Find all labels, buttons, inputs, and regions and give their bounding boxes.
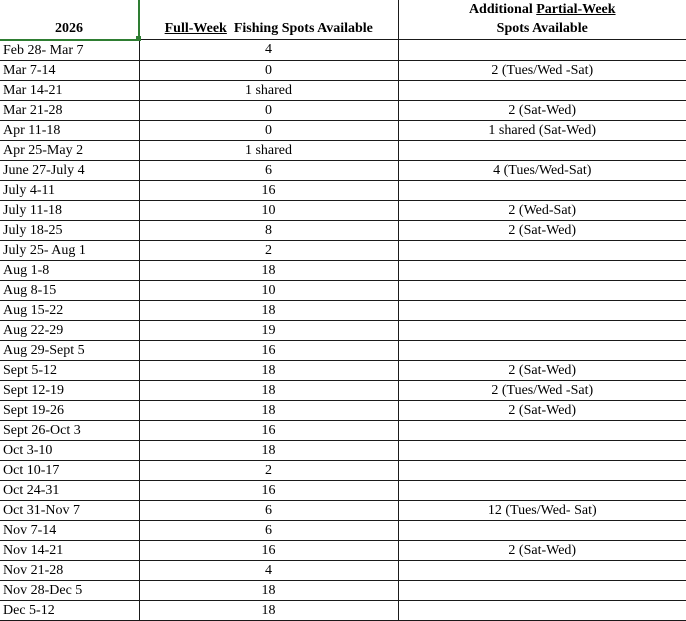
table-row	[0, 60, 686, 80]
date-cell[interactable]: Mar 7-14	[0, 60, 139, 80]
full-week-cell[interactable]: 16	[139, 420, 398, 440]
header-partial-pre: Additional	[469, 2, 536, 17]
partial-week-cell[interactable]	[398, 260, 686, 280]
partial-week-cell[interactable]: 2 (Sat-Wed)	[398, 220, 686, 240]
date-cell[interactable]: July 4-11	[0, 180, 139, 200]
table-row	[0, 260, 686, 280]
date-cell[interactable]: Feb 28- Mar 7	[0, 40, 139, 61]
date-cell[interactable]: Aug 8-15	[0, 280, 139, 300]
date-cell[interactable]: Apr 25-May 2	[0, 140, 139, 160]
full-week-cell[interactable]: 10	[139, 280, 398, 300]
header-year: 2026	[55, 21, 83, 36]
full-week-cell[interactable]: 18	[139, 360, 398, 380]
partial-week-cell[interactable]	[398, 40, 686, 61]
table-row	[0, 320, 686, 340]
full-week-cell[interactable]: 18	[139, 380, 398, 400]
full-week-cell[interactable]: 18	[139, 600, 398, 620]
partial-week-cell[interactable]	[398, 520, 686, 540]
table-row	[0, 80, 686, 100]
table-row	[0, 40, 686, 61]
full-week-cell[interactable]: 4	[139, 40, 398, 61]
full-week-cell[interactable]: 1 shared	[139, 80, 398, 100]
partial-week-cell[interactable]: 2 (Sat-Wed)	[398, 400, 686, 420]
partial-week-cell[interactable]: 2 (Sat-Wed)	[398, 100, 686, 120]
full-week-cell[interactable]: 16	[139, 180, 398, 200]
full-week-cell[interactable]: 18	[139, 580, 398, 600]
table-row	[0, 160, 686, 180]
table-row	[0, 100, 686, 120]
partial-week-cell[interactable]	[398, 320, 686, 340]
header-row	[0, 0, 686, 40]
date-cell[interactable]: July 18-25	[0, 220, 139, 240]
table-body	[0, 40, 686, 621]
date-cell[interactable]: Nov 14-21	[0, 540, 139, 560]
date-cell[interactable]: Sept 5-12	[0, 360, 139, 380]
partial-week-cell[interactable]	[398, 340, 686, 360]
header-year-cell[interactable]	[0, 0, 139, 40]
full-week-cell[interactable]: 6	[139, 160, 398, 180]
table-row	[0, 580, 686, 600]
date-cell[interactable]: Oct 3-10	[0, 440, 139, 460]
date-cell[interactable]: Oct 31-Nov 7	[0, 500, 139, 520]
table-row	[0, 280, 686, 300]
full-week-cell[interactable]: 10	[139, 200, 398, 220]
selection-fill-handle[interactable]	[136, 36, 141, 41]
full-week-cell[interactable]: 2	[139, 460, 398, 480]
header-full-week-cell[interactable]	[139, 0, 398, 40]
partial-week-cell[interactable]	[398, 440, 686, 460]
table-row	[0, 180, 686, 200]
table-row	[0, 560, 686, 580]
table-row	[0, 140, 686, 160]
partial-week-cell[interactable]	[398, 300, 686, 320]
header-full-week-rest: Fishing Spots Available	[234, 21, 373, 36]
table-row	[0, 520, 686, 540]
partial-week-cell[interactable]: 1 shared (Sat-Wed)	[398, 120, 686, 140]
partial-week-cell[interactable]: 2 (Tues/Wed -Sat)	[398, 60, 686, 80]
partial-week-cell[interactable]	[398, 480, 686, 500]
date-cell[interactable]: Aug 29-Sept 5	[0, 340, 139, 360]
header-partial-line2: Spots Available	[399, 19, 686, 38]
date-cell[interactable]: July 11-18	[0, 200, 139, 220]
table-row	[0, 120, 686, 140]
full-week-cell[interactable]: 18	[139, 400, 398, 420]
full-week-cell[interactable]: 2	[139, 240, 398, 260]
partial-week-cell[interactable]: 2 (Sat-Wed)	[398, 360, 686, 380]
date-cell[interactable]: Oct 24-31	[0, 480, 139, 500]
partial-week-cell[interactable]	[398, 600, 686, 620]
date-cell[interactable]: Mar 21-28	[0, 100, 139, 120]
table-row	[0, 400, 686, 420]
full-week-cell[interactable]: 0	[139, 60, 398, 80]
date-cell[interactable]: Aug 22-29	[0, 320, 139, 340]
partial-week-cell[interactable]	[398, 280, 686, 300]
partial-week-cell[interactable]	[398, 460, 686, 480]
full-week-cell[interactable]: 16	[139, 480, 398, 500]
date-cell[interactable]: Aug 1-8	[0, 260, 139, 280]
date-cell[interactable]: Sept 19-26	[0, 400, 139, 420]
full-week-cell[interactable]: 8	[139, 220, 398, 240]
full-week-cell[interactable]: 0	[139, 120, 398, 140]
date-cell[interactable]: Oct 10-17	[0, 460, 139, 480]
table-row	[0, 380, 686, 400]
partial-week-cell[interactable]: 2 (Sat-Wed)	[398, 540, 686, 560]
table-row	[0, 600, 686, 620]
partial-week-cell[interactable]	[398, 240, 686, 260]
date-cell[interactable]: Sept 26-Oct 3	[0, 420, 139, 440]
date-cell[interactable]: Dec 5-12	[0, 600, 139, 620]
partial-week-cell[interactable]: 12 (Tues/Wed- Sat)	[398, 500, 686, 520]
date-cell[interactable]: Mar 14-21	[0, 80, 139, 100]
full-week-cell[interactable]: 18	[139, 260, 398, 280]
table-row	[0, 340, 686, 360]
partial-week-cell[interactable]	[398, 580, 686, 600]
full-week-cell[interactable]: 19	[139, 320, 398, 340]
header-partial-underlined: Partial-Week	[536, 2, 615, 17]
full-week-cell[interactable]: 4	[139, 560, 398, 580]
full-week-cell[interactable]: 16	[139, 540, 398, 560]
date-cell[interactable]: Nov 28-Dec 5	[0, 580, 139, 600]
date-cell[interactable]: June 27-July 4	[0, 160, 139, 180]
date-cell[interactable]: Sept 12-19	[0, 380, 139, 400]
partial-week-cell[interactable]: 2 (Tues/Wed -Sat)	[398, 380, 686, 400]
full-week-cell[interactable]: 6	[139, 500, 398, 520]
date-cell[interactable]: July 25- Aug 1	[0, 240, 139, 260]
table-row	[0, 480, 686, 500]
partial-week-cell[interactable]: 4 (Tues/Wed-Sat)	[398, 160, 686, 180]
table-row	[0, 360, 686, 380]
header-partial-week-cell[interactable]	[398, 0, 686, 40]
date-cell[interactable]: Nov 21-28	[0, 560, 139, 580]
full-week-cell[interactable]: 18	[139, 440, 398, 460]
table-row	[0, 460, 686, 480]
partial-week-cell[interactable]	[398, 180, 686, 200]
table-row	[0, 300, 686, 320]
date-cell[interactable]: Aug 15-22	[0, 300, 139, 320]
date-cell[interactable]: Apr 11-18	[0, 120, 139, 140]
table-row	[0, 240, 686, 260]
table-row	[0, 220, 686, 240]
partial-week-cell[interactable]: 2 (Wed-Sat)	[398, 200, 686, 220]
table-row	[0, 500, 686, 520]
partial-week-cell[interactable]	[398, 560, 686, 580]
table-row	[0, 540, 686, 560]
full-week-cell[interactable]: 16	[139, 340, 398, 360]
full-week-cell[interactable]: 1 shared	[139, 140, 398, 160]
table-row	[0, 440, 686, 460]
table-row	[0, 200, 686, 220]
full-week-cell[interactable]: 0	[139, 100, 398, 120]
full-week-cell[interactable]: 6	[139, 520, 398, 540]
partial-week-cell[interactable]	[398, 420, 686, 440]
full-week-cell[interactable]: 18	[139, 300, 398, 320]
table-row	[0, 420, 686, 440]
date-cell[interactable]: Nov 7-14	[0, 520, 139, 540]
partial-week-cell[interactable]	[398, 80, 686, 100]
partial-week-cell[interactable]	[398, 140, 686, 160]
header-full-week-underlined: Full-Week	[165, 21, 227, 36]
